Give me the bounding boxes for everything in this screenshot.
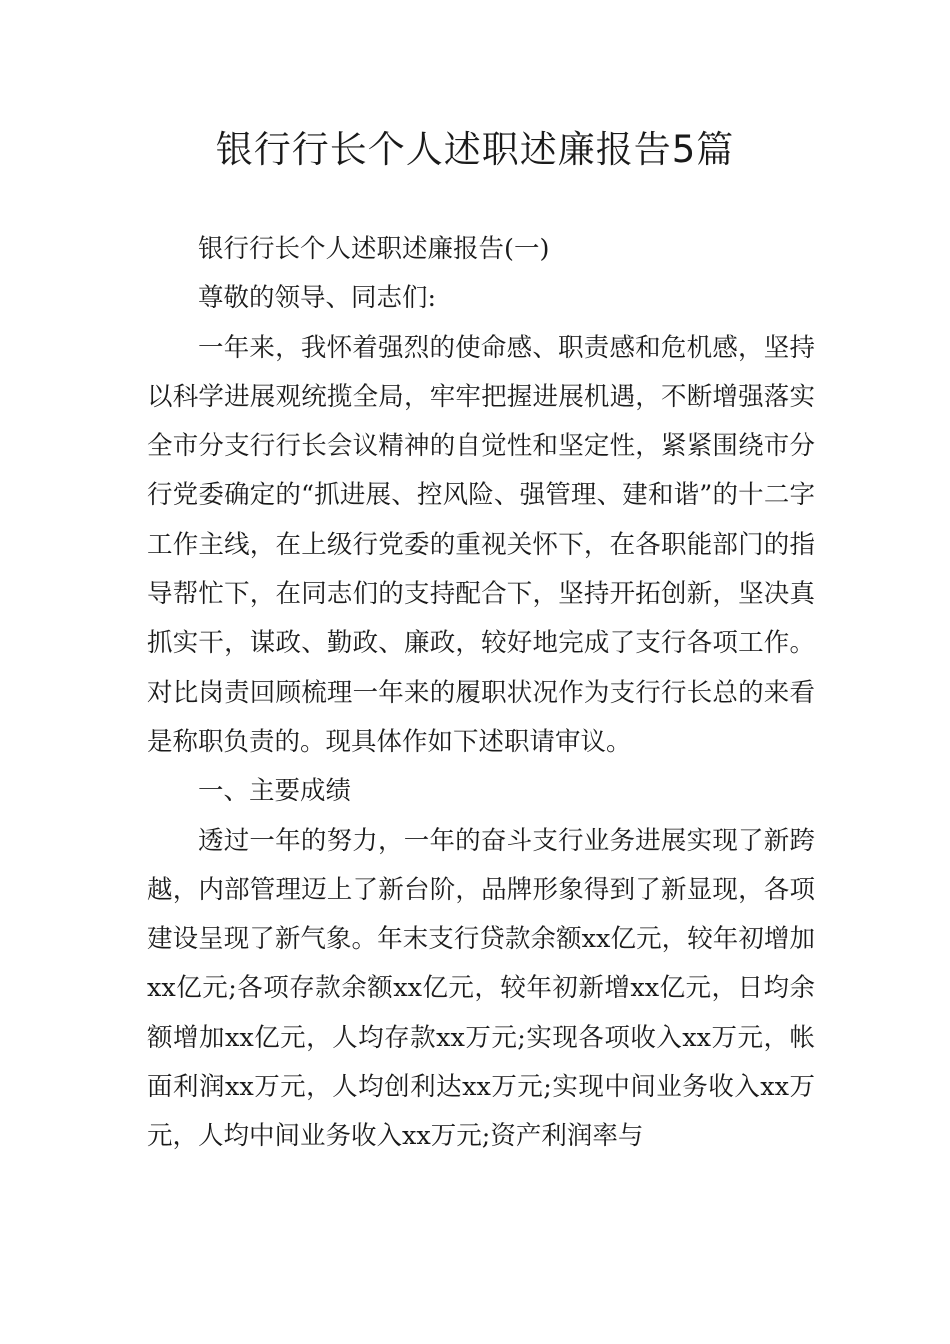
body-paragraph: 透过一年的努力，一年的奋斗支行业务进展实现了新跨越，内部管理迈上了新台阶，品牌形象得到了新显现，各项建设呈现了新气象。年末支行贷款余额xx亿元，较年初增加xx亿元;各项存款余额xx亿元，较年初新增xx亿元，日均余额增加xx亿元，人均存款xx万元;实现各项收入xx万元，帐面利润xx万元，人均创利达xx万元;实现中间业务收入xx万元，人均中间业务收入xx万元;资产利润率与 — [147, 825, 815, 1152]
body-paragraph: 一年来，我怀着强烈的使命感、职责感和危机感，坚持以科学进展观统揽全局，牢牢把握进展机遇，不断增强落实全市分支行行长会议精神的自觉性和坚定性，紧紧围绕市分行党委确定的“抓进展、控风险、强管理、建和谐”的十二字工作主线，在上级行党委的重视关怀下，在各职能部门的指导帮忙下，在同志们的支持配合下，坚持开拓创新，坚决真抓实干，谋政、勤政、廉政，较好地完成了支行各项工作。对比岗责回顾梳理一年来的履职状况作为支行行长总的来看是称职负责的。现具体作如下述职请审议。 — [147, 332, 815, 757]
document-title: 银行行长个人述职述廉报告5篇 — [215, 128, 735, 171]
salutation: 尊敬的领导、同志们: — [198, 283, 437, 314]
section-heading: 一、主要成绩 — [198, 776, 352, 807]
document-body — [147, 225, 815, 1162]
section-heading: 银行行长个人述职述廉报告(一) — [198, 234, 550, 264]
